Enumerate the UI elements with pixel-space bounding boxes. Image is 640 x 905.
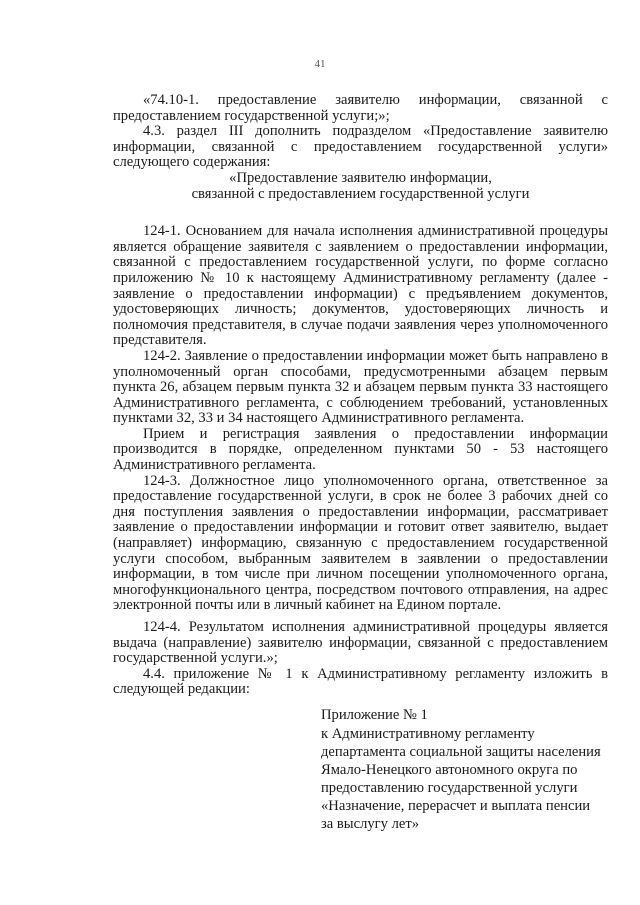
section-heading-line2: связанной с предоставлением государственной услуги (191, 185, 530, 202)
paragraph-124-1: 124-1. Основанием для начала исполнения административной процедуры является обращение заявителя с заявлением о предоставлении информации, связанной с предоставлением государственной услуги, по форме согласно приложению № 10 к настоящему Административному регламенту (далее - заявление о предоставлении информации) с предъявлением документов, удостоверяющих личность; документов, удостоверяющих личность и полномочия представителя, в случае подачи заявления через уполномоченного представителя. (113, 223, 608, 349)
appendix-line: Ямало-Ненецкого автономного округа по (321, 761, 578, 778)
paragraph-124-4: 124-4. Результатом исполнения административной процедуры является выдача (направление) заявителю информации, связанной с предоставлением государственной услуги.»; (113, 619, 608, 667)
paragraph-124-3: 124-3. Должностное лицо уполномоченного органа, ответственное за предоставление государственной услуги, в срок не более 3 рабочих дней со дня поступления заявления о предоставлении информации, рассматривает заявление о предоставлении информации и готовит ответ заявителю, выдает (направляет) информацию, связанную с предоставлением государственной услуги способом, выбранным заявителем в заявлении о предоставлении информации, в том числе при личном посещении уполномоченного органа, многофункционального центра, посредством почтового отправления, на адрес электронной почты или в личный кабинет на Едином портале. (113, 472, 608, 614)
spacer (113, 202, 608, 224)
page-number: 41 (314, 58, 326, 70)
section-heading-line1: «Предоставление заявителю информации, (229, 169, 492, 186)
appendix-header (321, 706, 608, 833)
appendix-line: к Административному регламенту (321, 725, 535, 742)
appendix-line: за выслугу лет» (321, 815, 420, 832)
appendix-line: «Назначение, перерасчет и выплата пенсии (321, 797, 591, 814)
paragraph-4-4: 4.4. приложение № 1 к Административному регламенту изложить в следующей редакции: (113, 665, 608, 698)
paragraph-74-10-1: «74.10-1. предоставление заявителю информации, связанной с предоставлением государственной услуги;»; (113, 92, 608, 124)
appendix-line: департамента социальной защиты населения (321, 743, 601, 760)
paragraph-4-3: 4.3. раздел III дополнить подразделом «Предоставление заявителю информации, связанной с предоставлением государственной услуги» следующего содержания: (113, 123, 608, 171)
appendix-line: предоставлению государственной услуги (321, 779, 578, 796)
document-body (113, 93, 608, 833)
appendix-title: Приложение № 1 (321, 706, 428, 723)
paragraph-reception: Прием и регистрация заявления о предоставлении информации производится в порядке, определенном пунктами 50 - 53 настоящего Административного регламента. (113, 425, 608, 474)
paragraph-124-2: 124-2. Заявление о предоставлении информации может быть направлено в уполномоченный орган способами, предусмотренными абзацем первым пункта 26, абзацем первым пункта 32 и абзацем первым пункта 33 настоящего Административного регламента, с соблюдением требований, установленных пунктами 32, 33 и 34 настоящего Административного регламента. (113, 347, 608, 427)
